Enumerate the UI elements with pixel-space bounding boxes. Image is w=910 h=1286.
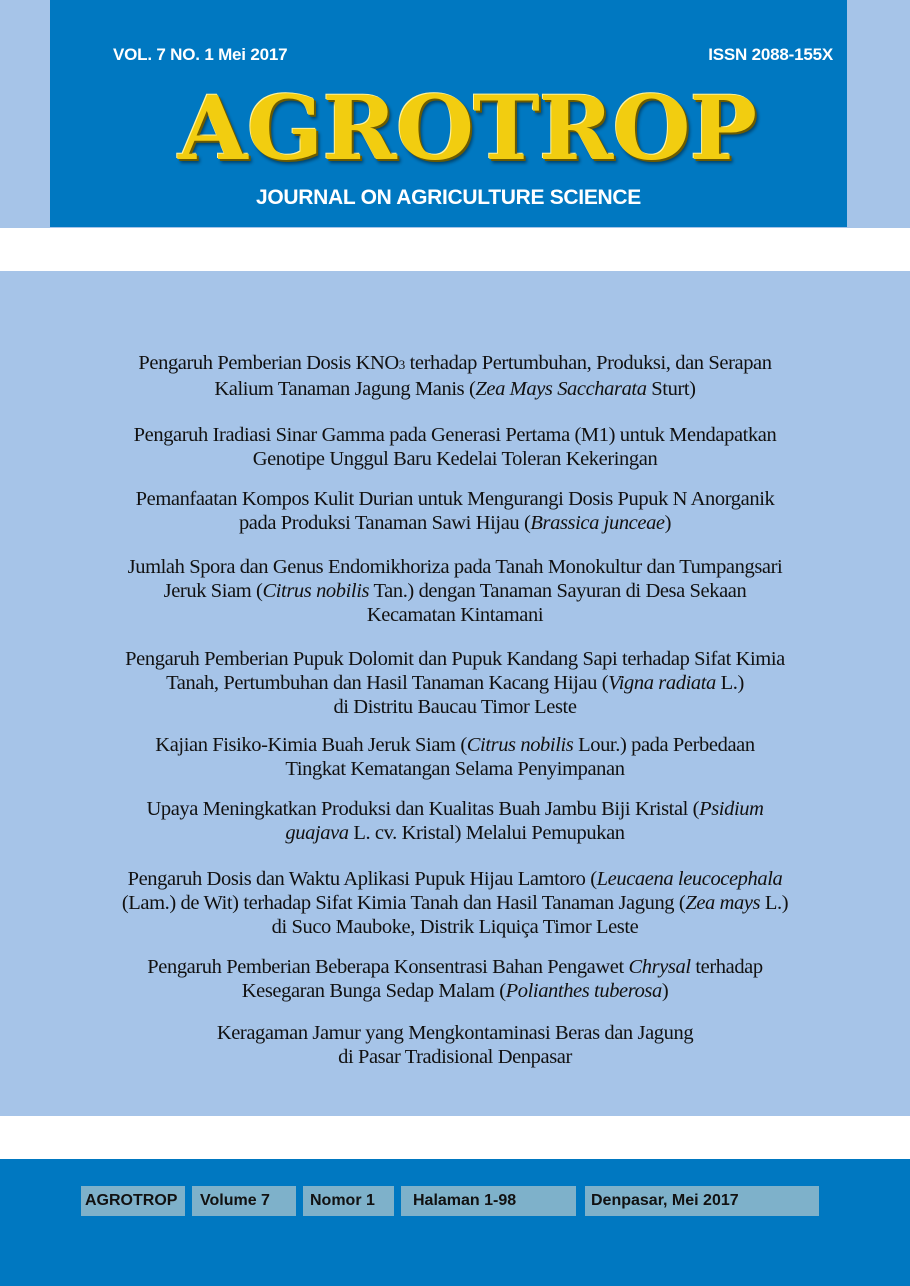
article-title-line (0, 891, 910, 915)
title-text: L.) (760, 892, 789, 914)
article-title-line (0, 695, 910, 719)
article-title-line (0, 955, 910, 979)
title-text: L. cv. Kristal) Melalui Pemupukan (348, 822, 625, 844)
article-title-line (0, 821, 910, 845)
footer-pages: Halaman 1-98 (401, 1186, 576, 1216)
title-text: Tan.) dengan Tanaman Sayuran di Desa Sekaan (369, 580, 747, 602)
article-title (0, 797, 910, 845)
title-text: Sturt) (646, 378, 696, 400)
article-title-line (0, 1021, 910, 1045)
title-text: L.) (715, 672, 744, 694)
scientific-name: Zea Mays Saccharata (475, 378, 647, 400)
article-title-line (0, 1045, 910, 1069)
title-text: ) (664, 512, 672, 534)
article-title (0, 1021, 910, 1069)
title-text: pada Produksi Tanaman Sawi Hijau ( (238, 512, 531, 534)
scientific-name: Citrus nobilis (262, 580, 370, 602)
cover-header (50, 0, 847, 227)
title-text: Kecamatan Kintamani (366, 604, 544, 626)
scientific-name: Chrysal (628, 956, 691, 978)
scientific-name: guajava (285, 822, 349, 844)
article-title (0, 487, 910, 535)
table-of-contents (0, 271, 910, 1116)
title-text: Tanah, Pertumbuhan dan Hasil Tanaman Kacang Hijau ( (166, 672, 609, 694)
footer-place-date: Denpasar, Mei 2017 (585, 1186, 819, 1216)
article-title-line (0, 757, 910, 781)
title-text: Kajian Fisiko-Kimia Buah Jeruk Siam ( (155, 734, 467, 756)
cover-footer (0, 1159, 910, 1286)
article-title-line (0, 447, 910, 471)
article-title (0, 647, 910, 719)
title-text: di Pasar Tradisional Denpasar (338, 1046, 572, 1068)
article-title-line (0, 555, 910, 579)
title-text: Genotipe Unggul Baru Kedelai Toleran Kekeringan (252, 448, 658, 470)
scientific-name: Zea mays (685, 892, 761, 914)
title-text: di Suco Mauboke, Distrik Liquiça Timor Leste (271, 916, 639, 938)
scientific-name: Vigna radiata (608, 672, 716, 694)
journal-title: AGROTROP (177, 76, 756, 180)
article-title-line (0, 603, 910, 627)
scientific-name: Polianthes tuberosa (505, 980, 662, 1002)
article-title (0, 955, 910, 1003)
title-text: ) (661, 980, 669, 1002)
title-text: Pengaruh Pemberian Dosis KNO (138, 352, 399, 374)
title-text: Pengaruh Pemberian Pupuk Dolomit dan Pupuk Kandang Sapi terhadap Sifat Kimia (125, 648, 785, 670)
title-text: Keragaman Jamur yang Mengkontaminasi Beras dan Jagung (216, 1022, 694, 1044)
title-text: Pemanfaatan Kompos Kulit Durian untuk Mengurangi Dosis Pupuk N Anorganik (135, 488, 775, 510)
article-title-line (0, 797, 910, 821)
footer-volume: Volume 7 (192, 1186, 296, 1216)
footer-number: Nomor 1 (303, 1186, 394, 1216)
title-text: di Distritu Baucau Timor Leste (333, 696, 577, 718)
title-text: Jumlah Spora dan Genus Endomikhoriza pada Tanah Monokultur dan Tumpangsari (127, 556, 783, 578)
title-text: Kalium Tanaman Jagung Manis ( (214, 378, 476, 400)
title-text: (Lam.) de Wit) terhadap Sifat Kimia Tanah dan Hasil Tanaman Jagung ( (121, 892, 686, 914)
article-title (0, 423, 910, 471)
title-text: Pengaruh Pemberian Beberapa Konsentrasi Bahan Pengawet (147, 956, 629, 978)
title-text: Pengaruh Iradiasi Sinar Gamma pada Generasi Pertama (M1) untuk Mendapatkan (133, 424, 777, 446)
article-title (0, 555, 910, 627)
article-title-line (0, 915, 910, 939)
article-title-line (0, 733, 910, 757)
article-title-line (0, 979, 910, 1003)
article-title-line (0, 671, 910, 695)
title-text: terhadap (690, 956, 763, 978)
article-title-line (0, 579, 910, 603)
scientific-name: Leucaena leucocephala (596, 868, 783, 890)
article-title-line (0, 487, 910, 511)
title-text: Pengaruh Dosis dan Waktu Aplikasi Pupuk Hijau Lamtoro ( (127, 868, 597, 890)
title-text: Kesegaran Bunga Sedap Malam ( (241, 980, 506, 1002)
footer-journal-name: AGROTROP (81, 1186, 185, 1216)
article-title-line (0, 511, 910, 535)
article-title (0, 733, 910, 781)
journal-subtitle: JOURNAL ON AGRICULTURE SCIENCE (256, 186, 641, 209)
title-text: Jeruk Siam ( (163, 580, 263, 602)
article-title-line (0, 867, 910, 891)
scientific-name: Citrus nobilis (466, 734, 574, 756)
title-text: Upaya Meningkatkan Produksi dan Kualitas Buah Jambu Biji Kristal ( (146, 798, 700, 820)
article-title-line (0, 423, 910, 447)
title-text: Tingkat Kematangan Selama Penyimpanan (285, 758, 625, 780)
issn: ISSN 2088-155X (708, 45, 833, 64)
title-text: terhadap Pertumbuhan, Produksi, dan Serapan (404, 352, 772, 374)
article-title-line (0, 351, 910, 377)
article-title-line (0, 377, 910, 401)
article-title-line (0, 647, 910, 671)
scientific-name: Brassica junceae (530, 512, 665, 534)
article-title (0, 351, 910, 401)
article-title (0, 867, 910, 939)
title-text: Lour.) pada Perbedaan (573, 734, 755, 756)
volume-issue-line: VOL. 7 NO. 1 Mei 2017 (113, 45, 288, 64)
scientific-name: Psidium (699, 798, 764, 820)
subscript: 3 (398, 357, 405, 372)
